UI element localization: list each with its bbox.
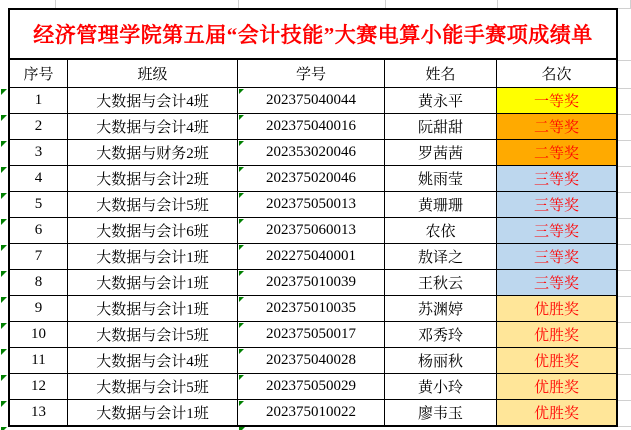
header-cell-rank[interactable]: 名次 bbox=[541, 67, 572, 83]
cell-name[interactable]: 黄永平 bbox=[385, 88, 497, 113]
cell-no[interactable]: 11 bbox=[10, 348, 68, 373]
gridline bbox=[618, 8, 631, 9]
header-cell-student-id[interactable]: 学号 bbox=[238, 60, 385, 87]
cell-class[interactable]: 大数据与财务2班 bbox=[68, 140, 238, 165]
cell-student-id[interactable]: 202375060013 bbox=[238, 218, 385, 243]
cell-student-id[interactable]: 202375020046 bbox=[238, 166, 385, 191]
table-row bbox=[10, 244, 616, 270]
error-indicator-icon bbox=[239, 401, 244, 406]
error-indicator-icon bbox=[239, 323, 244, 328]
cell-name[interactable]: 黄小玲 bbox=[385, 374, 497, 399]
cell-name[interactable]: 姚雨莹 bbox=[385, 166, 497, 191]
cell-class[interactable]: 大数据与会计2班 bbox=[68, 166, 238, 191]
cell-class[interactable]: 大数据与会计5班 bbox=[68, 374, 238, 399]
table-row bbox=[10, 374, 616, 400]
gridline bbox=[618, 88, 631, 89]
error-indicator-icon bbox=[1, 245, 7, 251]
gridline bbox=[618, 244, 631, 245]
cell-name[interactable]: 王秋云 bbox=[385, 270, 497, 295]
results-table bbox=[8, 8, 618, 427]
error-indicator-icon bbox=[239, 271, 244, 276]
cell-rank[interactable]: 优胜奖 bbox=[497, 348, 616, 373]
table-row bbox=[10, 296, 616, 322]
gridline bbox=[618, 400, 631, 401]
error-indicator-icon bbox=[1, 323, 7, 329]
header-cell-no[interactable]: 序号 bbox=[10, 60, 68, 87]
gridline bbox=[618, 270, 631, 271]
error-indicator-icon bbox=[239, 375, 244, 380]
error-indicator-icon bbox=[1, 89, 7, 95]
cell-no[interactable]: 3 bbox=[10, 140, 68, 165]
cell-student-id[interactable]: 202375010039 bbox=[238, 270, 385, 295]
cell-class[interactable]: 大数据与会计4班 bbox=[68, 114, 238, 139]
cell-rank[interactable]: 二等奖 bbox=[497, 140, 616, 165]
cell-student-id[interactable]: 202375050017 bbox=[238, 322, 385, 347]
error-indicator-icon bbox=[1, 349, 7, 355]
cell-class[interactable]: 大数据与会计4班 bbox=[68, 348, 238, 373]
table-row bbox=[10, 218, 616, 244]
cell-no[interactable]: 2 bbox=[10, 114, 68, 139]
cell-name[interactable]: 农依 bbox=[385, 218, 497, 243]
cell-rank[interactable]: 优胜奖 bbox=[497, 296, 616, 321]
cell-student-id[interactable]: 202375050013 bbox=[238, 192, 385, 217]
cell-class[interactable]: 大数据与会计1班 bbox=[68, 270, 238, 295]
table-row bbox=[10, 400, 616, 425]
cell-rank[interactable]: 优胜奖 bbox=[497, 374, 616, 399]
gridline bbox=[618, 348, 631, 349]
cell-name[interactable]: 黄珊珊 bbox=[385, 192, 497, 217]
sheet-title: 经济管理学院第五届“会计技能”大赛电算小能手赛项成绩单 bbox=[10, 10, 616, 60]
cell-rank[interactable]: 三等奖 bbox=[497, 192, 616, 217]
cell-class[interactable]: 大数据与会计1班 bbox=[68, 296, 238, 321]
cell-student-id[interactable]: 202375010035 bbox=[238, 296, 385, 321]
table-row bbox=[10, 192, 616, 218]
cell-no[interactable]: 13 bbox=[10, 400, 68, 425]
table-row bbox=[10, 322, 616, 348]
gridline bbox=[618, 322, 631, 323]
table-row bbox=[10, 88, 616, 114]
error-indicator-icon bbox=[1, 141, 7, 147]
cell-name[interactable]: 杨丽秋 bbox=[385, 348, 497, 373]
cell-class[interactable]: 大数据与会计5班 bbox=[68, 322, 238, 347]
table-body bbox=[10, 88, 616, 425]
table-row bbox=[10, 166, 616, 192]
table-header-row bbox=[10, 60, 616, 88]
error-indicator-icon bbox=[1, 219, 7, 225]
cell-student-id[interactable]: 202275040001 bbox=[238, 244, 385, 269]
gridline bbox=[55, 0, 56, 8]
cell-rank[interactable]: 三等奖 bbox=[497, 218, 616, 243]
gridline bbox=[618, 426, 631, 427]
error-indicator-icon bbox=[239, 219, 244, 224]
gridline bbox=[618, 296, 631, 297]
table-row bbox=[10, 348, 616, 374]
cell-no[interactable]: 1 bbox=[10, 88, 68, 113]
cell-class[interactable]: 大数据与会计1班 bbox=[68, 244, 238, 269]
gridline bbox=[618, 60, 631, 61]
cell-student-id[interactable]: 202375040044 bbox=[238, 88, 385, 113]
cell-name[interactable]: 邓秀玲 bbox=[385, 322, 497, 347]
cell-name[interactable]: 廖韦玉 bbox=[385, 400, 497, 425]
cell-student-id[interactable]: 202375010022 bbox=[238, 400, 385, 425]
gridline bbox=[618, 140, 631, 141]
cell-name[interactable]: 罗茜茜 bbox=[385, 140, 497, 165]
gridline bbox=[618, 166, 631, 167]
cell-no[interactable]: 5 bbox=[10, 192, 68, 217]
cell-class[interactable]: 大数据与会计6班 bbox=[68, 218, 238, 243]
table-row bbox=[10, 114, 616, 140]
table-row bbox=[10, 270, 616, 296]
cell-rank[interactable]: 三等奖 bbox=[497, 270, 616, 295]
cell-name[interactable]: 敖译之 bbox=[385, 244, 497, 269]
cell-rank[interactable]: 优胜奖 bbox=[497, 322, 616, 347]
cell-student-id[interactable]: 202375040028 bbox=[238, 348, 385, 373]
cell-rank[interactable]: 三等奖 bbox=[497, 166, 616, 191]
error-indicator-icon bbox=[239, 245, 244, 250]
cell-rank[interactable]: 优胜奖 bbox=[497, 400, 616, 425]
cell-no[interactable]: 4 bbox=[10, 166, 68, 191]
cell-name[interactable]: 阮甜甜 bbox=[385, 114, 497, 139]
error-indicator-icon bbox=[239, 167, 244, 172]
header-cell-class[interactable]: 班级 bbox=[68, 60, 238, 87]
cell-no[interactable]: 10 bbox=[10, 322, 68, 347]
gridline bbox=[618, 192, 631, 193]
cell-name[interactable]: 苏渊婷 bbox=[385, 296, 497, 321]
cell-student-id[interactable]: 202375050029 bbox=[238, 374, 385, 399]
cell-rank[interactable]: 二等奖 bbox=[497, 114, 616, 139]
cell-no[interactable]: 7 bbox=[10, 244, 68, 269]
gridline bbox=[497, 0, 498, 8]
error-indicator-icon bbox=[1, 115, 7, 121]
error-indicator-icon bbox=[1, 375, 7, 381]
error-indicator-icon bbox=[239, 349, 244, 354]
cell-student-id[interactable]: 202375040016 bbox=[238, 114, 385, 139]
cell-no[interactable]: 12 bbox=[10, 374, 68, 399]
cell-rank[interactable]: 三等奖 bbox=[497, 244, 616, 269]
header-cell-name[interactable]: 姓名 bbox=[385, 60, 497, 87]
cell-class[interactable]: 大数据与会计4班 bbox=[68, 88, 238, 113]
error-indicator-icon bbox=[1, 271, 7, 277]
cell-class[interactable]: 大数据与会计1班 bbox=[68, 400, 238, 425]
gridline bbox=[238, 0, 239, 8]
error-indicator-icon bbox=[239, 89, 244, 94]
error-indicator-icon bbox=[239, 297, 244, 302]
gridline bbox=[618, 374, 631, 375]
error-indicator-icon bbox=[239, 141, 244, 146]
cell-no[interactable]: 8 bbox=[10, 270, 68, 295]
cell-class[interactable]: 大数据与会计5班 bbox=[68, 192, 238, 217]
error-indicator-icon bbox=[1, 401, 7, 407]
error-indicator-icon bbox=[1, 193, 7, 199]
error-indicator-icon bbox=[239, 193, 244, 198]
cell-no[interactable]: 9 bbox=[10, 296, 68, 321]
gridline bbox=[385, 0, 386, 8]
table-row bbox=[10, 140, 616, 166]
error-indicator-icon bbox=[1, 297, 7, 303]
error-indicator-icon bbox=[1, 167, 7, 173]
cell-student-id[interactable]: 202353020046 bbox=[238, 140, 385, 165]
gridline bbox=[618, 218, 631, 219]
error-indicator-icon bbox=[239, 115, 244, 120]
cell-rank[interactable]: 一等奖 bbox=[497, 88, 616, 113]
cell-no[interactable]: 6 bbox=[10, 218, 68, 243]
gridline bbox=[618, 114, 631, 115]
